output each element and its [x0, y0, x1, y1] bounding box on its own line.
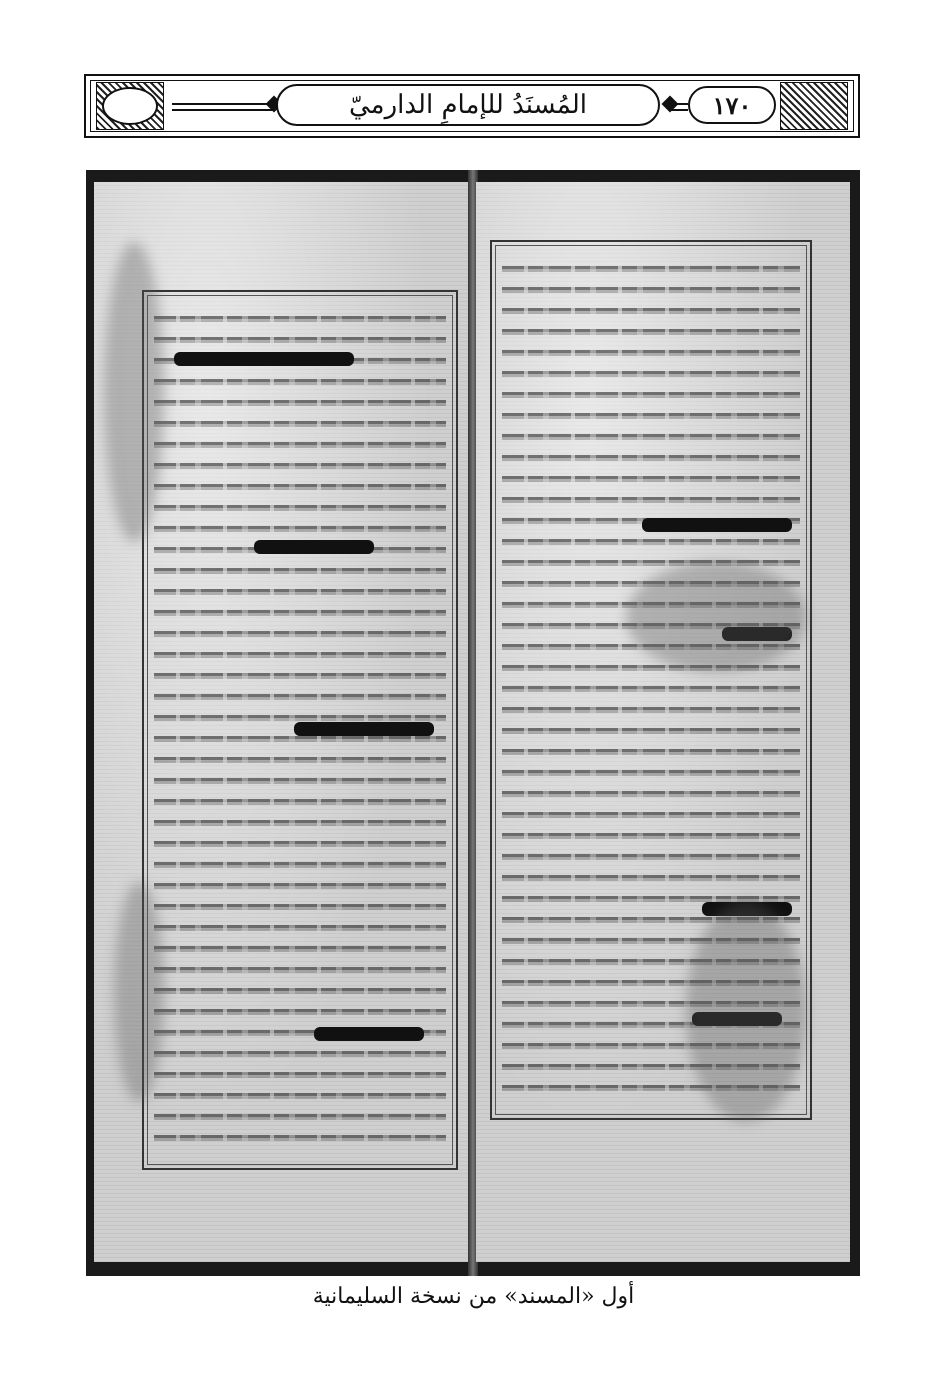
page-number: ١٧٠ [712, 90, 752, 120]
book-title: المُسنَدُ للإمامِ الدارميّ [349, 90, 587, 120]
running-header [84, 74, 860, 138]
paper-stain [114, 882, 164, 1102]
rubric-heading [174, 352, 354, 366]
manuscript-right-leaf [476, 182, 850, 1262]
rubric-heading [314, 1027, 424, 1041]
header-ornament-left [96, 82, 164, 130]
page-number-cartouche [688, 86, 776, 124]
header-seal [102, 87, 158, 125]
header-ornament-right [780, 82, 848, 130]
paper-stain [686, 902, 806, 1122]
paper-stain [626, 562, 806, 672]
header-rule-left [172, 103, 274, 111]
rubric-heading [254, 540, 374, 554]
header-rule-right [670, 103, 688, 111]
manuscript-left-leaf [94, 182, 470, 1262]
paper-stain [104, 242, 164, 542]
rubric-heading [642, 518, 792, 532]
handwritten-lines [154, 306, 446, 1154]
header-title-cartouche [276, 84, 660, 126]
left-text-block [142, 290, 458, 1170]
rubric-heading [294, 722, 434, 736]
manuscript-spread-photo [86, 170, 860, 1276]
figure-caption: أول «المسند» من نسخة السليمانية [312, 1284, 635, 1309]
